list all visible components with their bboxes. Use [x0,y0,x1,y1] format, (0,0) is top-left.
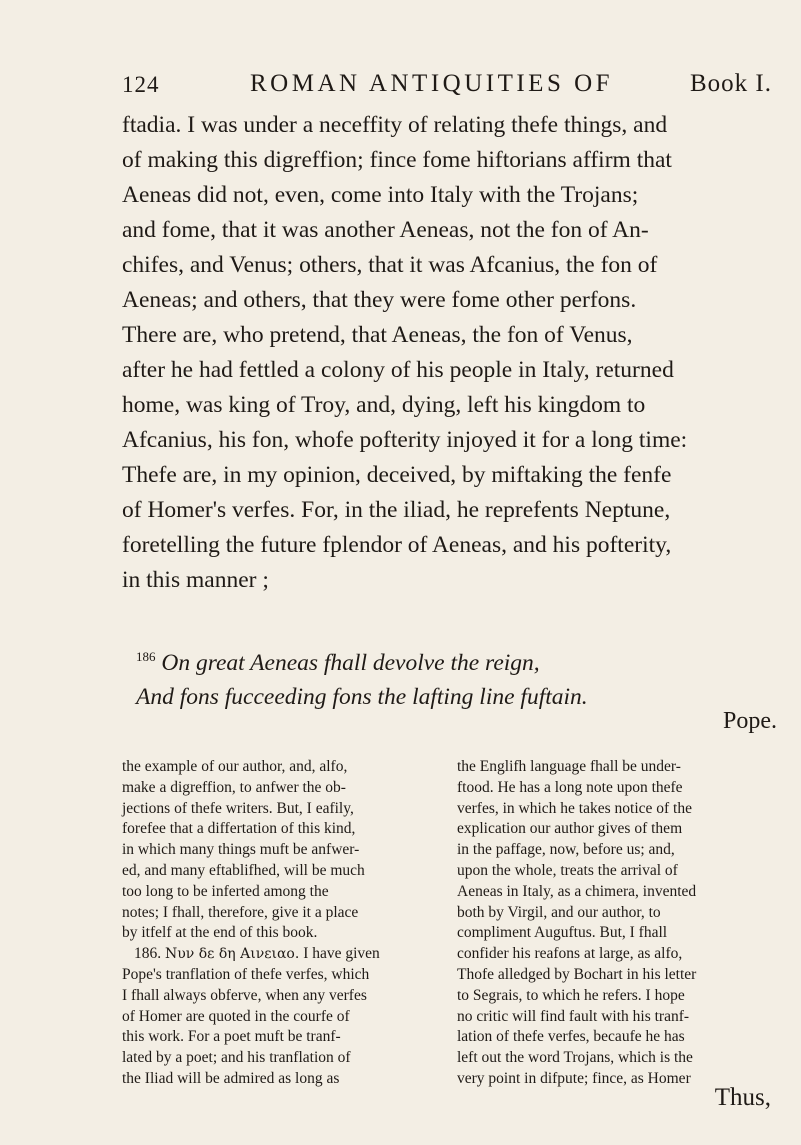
footnote-line: the example of our author, and, alfo, [122,758,348,775]
footnote-line: too long to be inferted among the [122,882,329,900]
footnote-line: jections of thefe writers. But, I eafily, [122,799,354,817]
main-line: of Homer's verfes. For, in the iliad, he reprefents Neptune, [122,497,671,523]
footnote-line: I fhall always obferve, when any verfes [122,986,367,1004]
footnote-line: make a digreffion, to anfwer the ob- [122,778,346,796]
footnote-line: Thofe alledged by Bochart in his letter [457,965,697,983]
main-line: Afcanius, his fon, whofe pofterity injoyed it for a long time: [122,427,688,453]
main-line: foretelling the future fplendor of Aeneas, and his pofterity, [122,532,672,558]
footnote-column-right [457,757,775,1090]
greek-citation: Νυν δε δη Αινειαο. [165,946,300,963]
book-label: Book I. [690,70,772,97]
footnote-line: lation of thefe verfes, becaufe he has [457,1028,685,1046]
main-line: Thefe are, in my opinion, deceived, by miftaking the fenfe [122,462,672,488]
footnote-number: 186. [134,945,162,963]
footnote-line: in which many things muft be anfwer- [122,841,360,859]
footnote-line: the Iliad will be admired as long as [122,1069,340,1087]
main-line: There are, who pretend, that Aeneas, the fon of Venus, [122,322,633,348]
footnote-line: by itfelf at the end of this book. [122,924,318,942]
footnote-line: in the paffage, now, before us; and, [457,841,675,859]
footnote-line: to Segrais, to which he refers. I hope [457,986,685,1004]
footnote-line: ftood. He has a long note upon thefe [457,778,683,796]
footnote-line: notes; I fhall, therefore, give it a place [122,903,359,921]
verse-quotation [136,640,776,714]
verse-line-1: On great Aeneas fhall devolve the reign, [161,650,540,676]
footnote-line: this work. For a poet muft be tranf- [122,1028,341,1046]
catchword: Thus, [714,1084,771,1111]
main-text [122,108,777,598]
footnote-line: Pope's tranflation of thefe verfes, which [122,965,370,983]
footnote-line: verfes, in which he takes notice of the [457,799,692,817]
footnote-line: both by Virgil, and our author, to [457,903,661,921]
page-number: 124 [122,72,160,97]
main-line: Aeneas did not, even, come into Italy with the Trojans; [122,182,639,208]
footnote-line: upon the whole, treats the arrival of [457,861,678,879]
main-line: home, was king of Troy, and, dying, left his kingdom to [122,392,646,418]
footnote-line: left out the word Trojans, which is the [457,1049,693,1067]
main-line: in this manner ; [122,567,269,593]
main-line: Aeneas; and others, that they were fome other perfons. [122,287,637,313]
footnote-186-start [122,944,440,965]
footnote-line: compliment Auguftus. But, I fhall [457,924,668,942]
footnote-line: of Homer are quoted in the courfe of [122,1007,350,1025]
footnote-line: explication our author gives of them [457,820,683,838]
footnote-line: forefee that a differtation of this kind, [122,820,356,838]
verse-line-2: And fons fucceeding fons the lafting line fuftain. [136,684,588,710]
footnote-line: confider his reafons at large, as alfo, [457,945,683,963]
footnote-line: I have given [303,945,380,963]
running-header [122,66,772,106]
verse-attribution: Pope. [723,708,777,734]
main-line: after he had fettled a colony of his people in Italy, returned [122,357,674,383]
footnote-line: lated by a poet; and his tranflation of [122,1049,351,1067]
footnote-line: very point in difpute; fince, as Homer [457,1069,691,1087]
running-title: ROMAN ANTIQUITIES OF [250,70,614,97]
main-line: chifes, and Venus; others, that it was Afcanius, the fon of [122,252,658,278]
main-line: ftadia. I was under a neceffity of relating thefe things, and [122,112,668,138]
footnote-line: no critic will find fault with his tranf- [457,1007,690,1025]
main-line: of making this digreffion; fince fome hiftorians affirm that [122,147,672,173]
footnote-line: the Englifh language fhall be under- [457,758,681,775]
footnote-column-left [122,757,440,1090]
main-line: and fome, that it was another Aeneas, not the fon of An- [122,217,649,243]
note-reference: 186 [136,649,156,664]
footnote-line: Aeneas in Italy, as a chimera, invented [457,882,697,900]
footnote-line: ed, and many eftablifhed, will be much [122,861,365,879]
